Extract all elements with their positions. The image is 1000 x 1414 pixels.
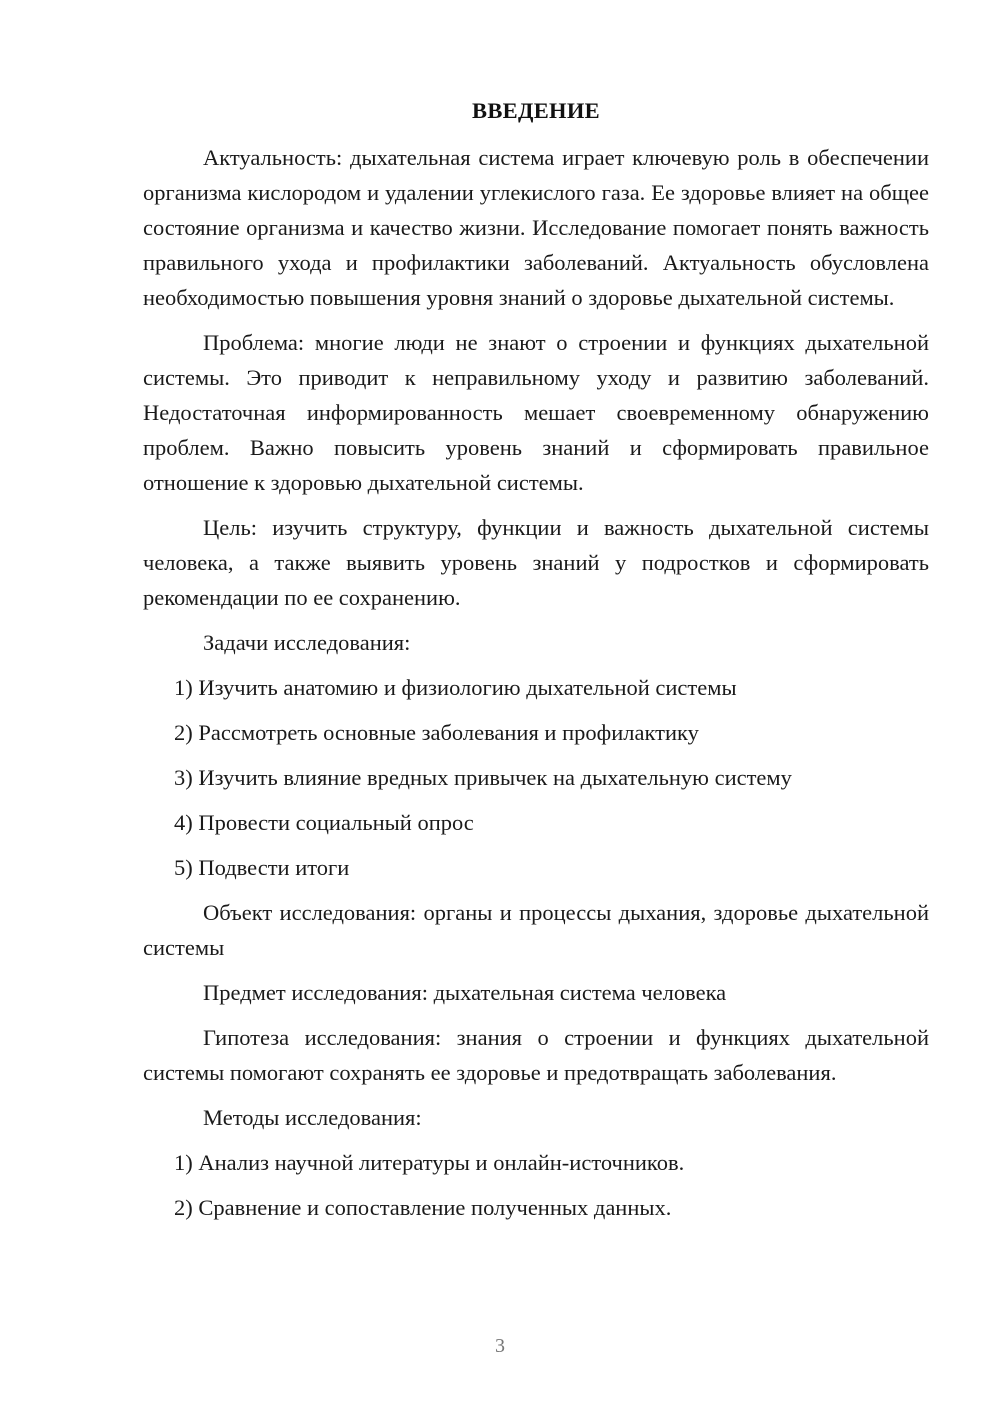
methods-label: Методы исследования: xyxy=(203,1105,422,1130)
page-title: ВВЕДЕНИЕ xyxy=(472,98,600,123)
problem-paragraph: Проблема: многие люди не знают о строении и функциях дыхательной системы. Это приводит к неправильному уходу и развитию заболеваний. Недостаточная информированность мешает своевременному обнаружению проблем. Важно повысить уровень знаний и сформировать правильное отношение к здоровью дыхательной системы. xyxy=(143,330,929,495)
list-item: 1) Анализ научной литературы и онлайн-источников. xyxy=(174,1150,685,1175)
list-item: 5) Подвести итоги xyxy=(174,855,350,880)
tasks-list xyxy=(143,670,929,885)
relevance-paragraph: Актуальность: дыхательная система играет ключевую роль в обеспечении организма кислородом и удалении углекислого газа. Ее здоровье влияет на общее состояние организма и качество жизни. Исследование помогает понять важность правильного ухода и профилактики заболеваний. Актуальность обусловлена необходимостью повышения уровня знаний о здоровье дыхательной системы. xyxy=(143,145,929,310)
methods-list xyxy=(143,1145,929,1225)
hypothesis-paragraph: Гипотеза исследования: знания о строении и функциях дыхательной системы помогают сохранять ее здоровье и предотвращать заболевания. xyxy=(143,1025,929,1085)
list-item: 3) Изучить влияние вредных привычек на дыхательную систему xyxy=(174,765,792,790)
goal-paragraph: Цель: изучить структуру, функции и важность дыхательной системы человека, а также выявить уровень знаний у подростков и сформировать рекомендации по ее сохранению. xyxy=(143,515,929,610)
subject-paragraph: Предмет исследования: дыхательная система человека xyxy=(203,980,727,1005)
list-item: 2) Рассмотреть основные заболевания и профилактику xyxy=(174,720,699,745)
page-number: 3 xyxy=(495,1335,505,1357)
list-item: 2) Сравнение и сопоставление полученных данных. xyxy=(174,1195,672,1220)
object-paragraph: Объект исследования: органы и процессы дыхания, здоровье дыхательной системы xyxy=(143,900,929,960)
page-content xyxy=(143,96,929,1235)
list-item: 4) Провести социальный опрос xyxy=(174,810,474,835)
list-item: 1) Изучить анатомию и физиологию дыхательной системы xyxy=(174,675,737,700)
tasks-label: Задачи исследования: xyxy=(203,630,411,655)
